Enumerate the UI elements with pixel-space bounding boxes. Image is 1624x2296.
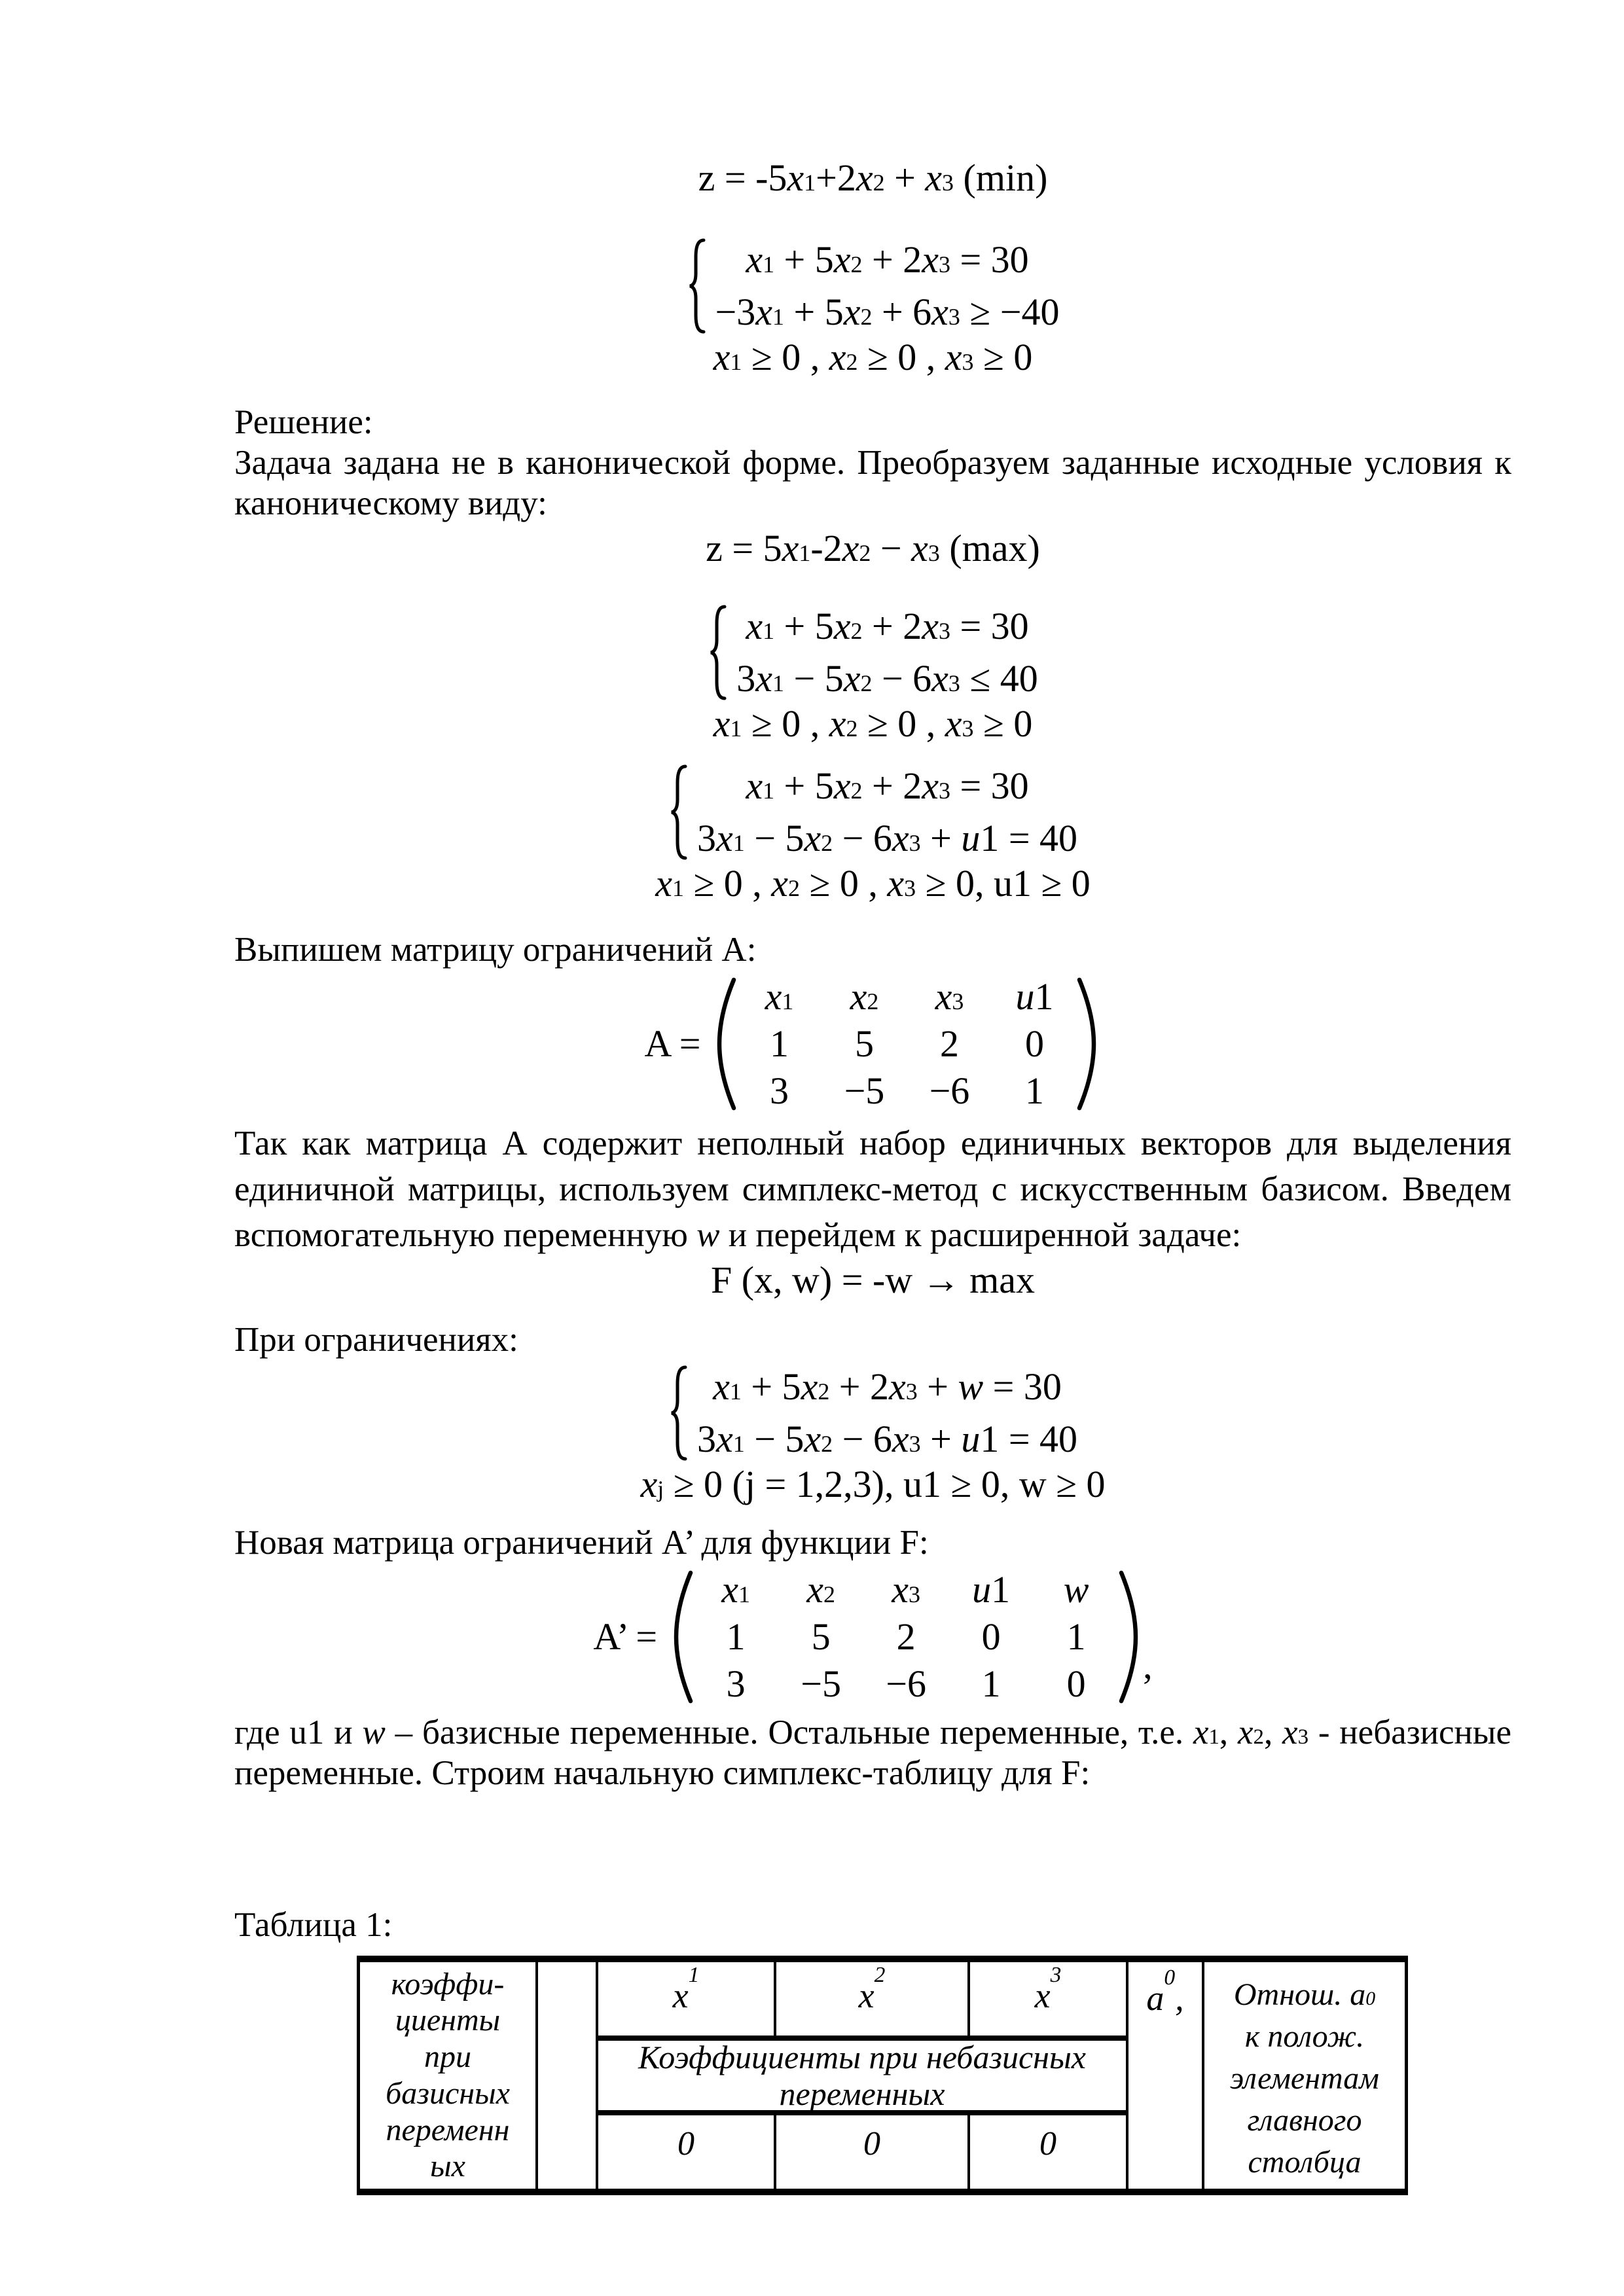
matrix-cell: 5 xyxy=(854,1022,874,1065)
matrix-cell: w xyxy=(1063,1568,1089,1611)
equation-line: $x_1 + 5x_2 + 2x_3 = 30$ xyxy=(746,764,1029,807)
matrix-a xyxy=(234,973,1511,1115)
equation-line: $x_1 + 5x_2 + 2x_3 + w = 30$ xyxy=(713,1365,1062,1408)
table-cell-line: циенты xyxy=(395,2003,501,2038)
matrix-label: A = xyxy=(644,1022,701,1065)
left-paren-icon xyxy=(669,1568,695,1706)
simplex-table xyxy=(357,1956,1408,2195)
nonnegativity-line: $x_1 \ge 0$ , $x_2 \ge 0$ , $x_3 \ge 0$, u1 ≥ 0 xyxy=(655,862,1091,905)
matrix-label: A’ = xyxy=(593,1615,658,1658)
table-cell-line: Отнош. $a_0$ xyxy=(1233,1977,1376,2012)
matrix-cell: −6 xyxy=(929,1069,970,1112)
left-brace-icon xyxy=(668,763,688,861)
matrix-a-prime xyxy=(234,1566,1511,1708)
table-cell-line: элементам xyxy=(1230,2061,1379,2096)
matrix-cell: −5 xyxy=(801,1662,841,1705)
constraints-label: При ограничениях: xyxy=(234,1321,518,1359)
equation-line: $3x_1 - 5x_2 - 6x_3 + u1 = 40$ xyxy=(696,817,1078,859)
matrix-cell: 2 xyxy=(939,1022,959,1065)
equation-line: $-3x_1 + 5x_2 + 6x_3 \ge -40$ xyxy=(715,291,1060,333)
table-cell-line: при xyxy=(424,2039,471,2075)
paragraph-line: единичной матрицы, используем симплекс-метод с искусственным базисом. Введем xyxy=(234,1170,1511,1208)
matrix-cell: $x_1$ xyxy=(721,1568,750,1611)
left-brace-icon xyxy=(708,603,727,702)
matrix-cell: $x_2$ xyxy=(850,975,879,1018)
nonnegativity-line: $x_j \ge 0$ (j = 1,2,3), u1 ≥ 0, w ≥ 0 xyxy=(640,1463,1106,1505)
matrix-cell: 1 xyxy=(769,1022,789,1065)
matrix-trailing: , xyxy=(1143,1643,1153,1687)
matrix-cell: $x_3$ xyxy=(935,975,964,1018)
paragraph-line: переменные. Строим начальную симплекс-таблицу для F: xyxy=(234,1754,1091,1792)
matrix-a-heading: Выпишем матрицу ограничений А: xyxy=(234,931,757,969)
matrix-cell: $x_3$ xyxy=(892,1568,920,1611)
table-cell-line: главного xyxy=(1247,2103,1362,2138)
paragraph-line: где u1 и w – базисные переменные. Остальные переменные, т.е. $x_1$, $x_2$, $x_3$ - небазисные xyxy=(234,1713,1512,1751)
system-lines xyxy=(697,765,1077,859)
matrix-cell: 1 xyxy=(726,1615,746,1658)
objective-max-formula: $z = 5x_1-2x_2 - x_3$ (max) xyxy=(706,527,1040,569)
paragraph-line: вспомогательную переменную w и перейдем к расширенной задаче: xyxy=(234,1216,1242,1254)
matrix-cell: 1 xyxy=(1066,1615,1086,1658)
equation-line: $3x_1 - 5x_2 - 6x_3 \le 40$ xyxy=(736,657,1038,700)
matrix-cell: 1 xyxy=(981,1662,1001,1705)
system-lines xyxy=(697,1366,1077,1460)
table-cell-line: базисных xyxy=(386,2075,510,2111)
table-zero-value: 0 xyxy=(1039,2125,1056,2162)
table-cell-line: переменных xyxy=(779,2075,945,2112)
matrix-cell: $x_2$ xyxy=(806,1568,835,1611)
table-zero-value: 0 xyxy=(598,2115,776,2189)
matrix-cell: 5 xyxy=(811,1615,831,1658)
table-header-x2: x 2 xyxy=(776,1962,970,2036)
nonnegativity-line: $x_1 \ge 0$ , $x_2 \ge 0$ , $x_3 \ge 0$ xyxy=(713,336,1033,378)
matrix-cell: 0 xyxy=(1066,1662,1086,1705)
matrix-cell: 3 xyxy=(769,1069,789,1112)
matrix-cell: −5 xyxy=(844,1069,885,1112)
table-cell-line: ых xyxy=(430,2149,465,2184)
matrix-cell: 3 xyxy=(726,1662,746,1705)
matrix-cell: $x_1$ xyxy=(765,975,794,1018)
solution-label: Решение: xyxy=(234,403,373,441)
matrix-cell: u1 xyxy=(972,1568,1011,1611)
table-title: Таблица 1: xyxy=(234,1906,393,1944)
left-paren-icon xyxy=(712,975,738,1113)
table-ratio-column-cell xyxy=(1204,1962,1405,2189)
matrix-cell: −6 xyxy=(886,1662,926,1705)
nonnegativity-line: $x_1 \ge 0$ , $x_2 \ge 0$ , $x_3 \ge 0$ xyxy=(713,702,1033,745)
paragraph-line: Так как матрица А содержит неполный набор единичных векторов для выделения xyxy=(234,1124,1511,1162)
matrix-cell: 2 xyxy=(896,1615,916,1658)
table-empty-cell xyxy=(538,1962,598,2189)
table-header-x1: x 1 xyxy=(598,1962,776,2036)
paragraph-line: Задача задана не в канонической форме. Преобразуем заданные исходные условия к xyxy=(234,444,1511,482)
equation-line: $x_1 + 5x_2 + 2x_3 = 30$ xyxy=(746,238,1029,281)
constraint-system-3 xyxy=(234,763,1511,861)
table-nonbasis-label-cell xyxy=(598,2036,1126,2115)
matrix-cell: 1 xyxy=(1024,1069,1044,1112)
left-brace-icon xyxy=(687,237,706,335)
right-paren-icon xyxy=(1117,1568,1143,1706)
equation-line: $x_1 + 5x_2 + 2x_3 = 30$ xyxy=(746,605,1029,647)
left-brace-icon xyxy=(668,1364,688,1462)
system-lines xyxy=(736,605,1038,700)
table-cell-line: столбца xyxy=(1248,2145,1362,2179)
equation-line: $3x_1 - 5x_2 - 6x_3 + u1 = 40$ xyxy=(696,1418,1078,1460)
constraint-system-2 xyxy=(234,603,1511,702)
table-header-x3: x 3 xyxy=(1034,1963,1062,2015)
table-cell-line: переменн xyxy=(386,2112,510,2147)
matrix-grid xyxy=(695,1566,1117,1708)
matrix-cell: 0 xyxy=(981,1615,1001,1658)
table-cell-line: Коэффициенты при небазисных xyxy=(638,2039,1087,2075)
matrix-grid xyxy=(738,973,1075,1115)
f-objective-formula: F (x, w) = -w → max xyxy=(710,1259,1036,1301)
system-lines xyxy=(715,239,1060,333)
matrix-a2-heading: Новая матрица ограничений А’ для функции F: xyxy=(234,1524,929,1562)
right-paren-icon xyxy=(1075,975,1101,1113)
constraint-system-4 xyxy=(234,1364,1511,1462)
constraint-system-1 xyxy=(234,237,1511,335)
table-basis-coefficients-cell xyxy=(360,1962,538,2189)
table-cell-line: коэффи- xyxy=(391,1966,505,2001)
matrix-cell: 0 xyxy=(1024,1022,1044,1065)
matrix-cell: u1 xyxy=(1015,975,1054,1018)
table-zero-value: 0 xyxy=(776,2115,970,2189)
table-header-a0: a 0 , xyxy=(1126,1962,1204,2189)
objective-min-formula: $z = -5x_1+2x_2 + x_3$ (min) xyxy=(698,156,1048,199)
paragraph-line: каноническому виду: xyxy=(234,484,547,522)
table-cell-line: к полож. xyxy=(1244,2019,1365,2054)
